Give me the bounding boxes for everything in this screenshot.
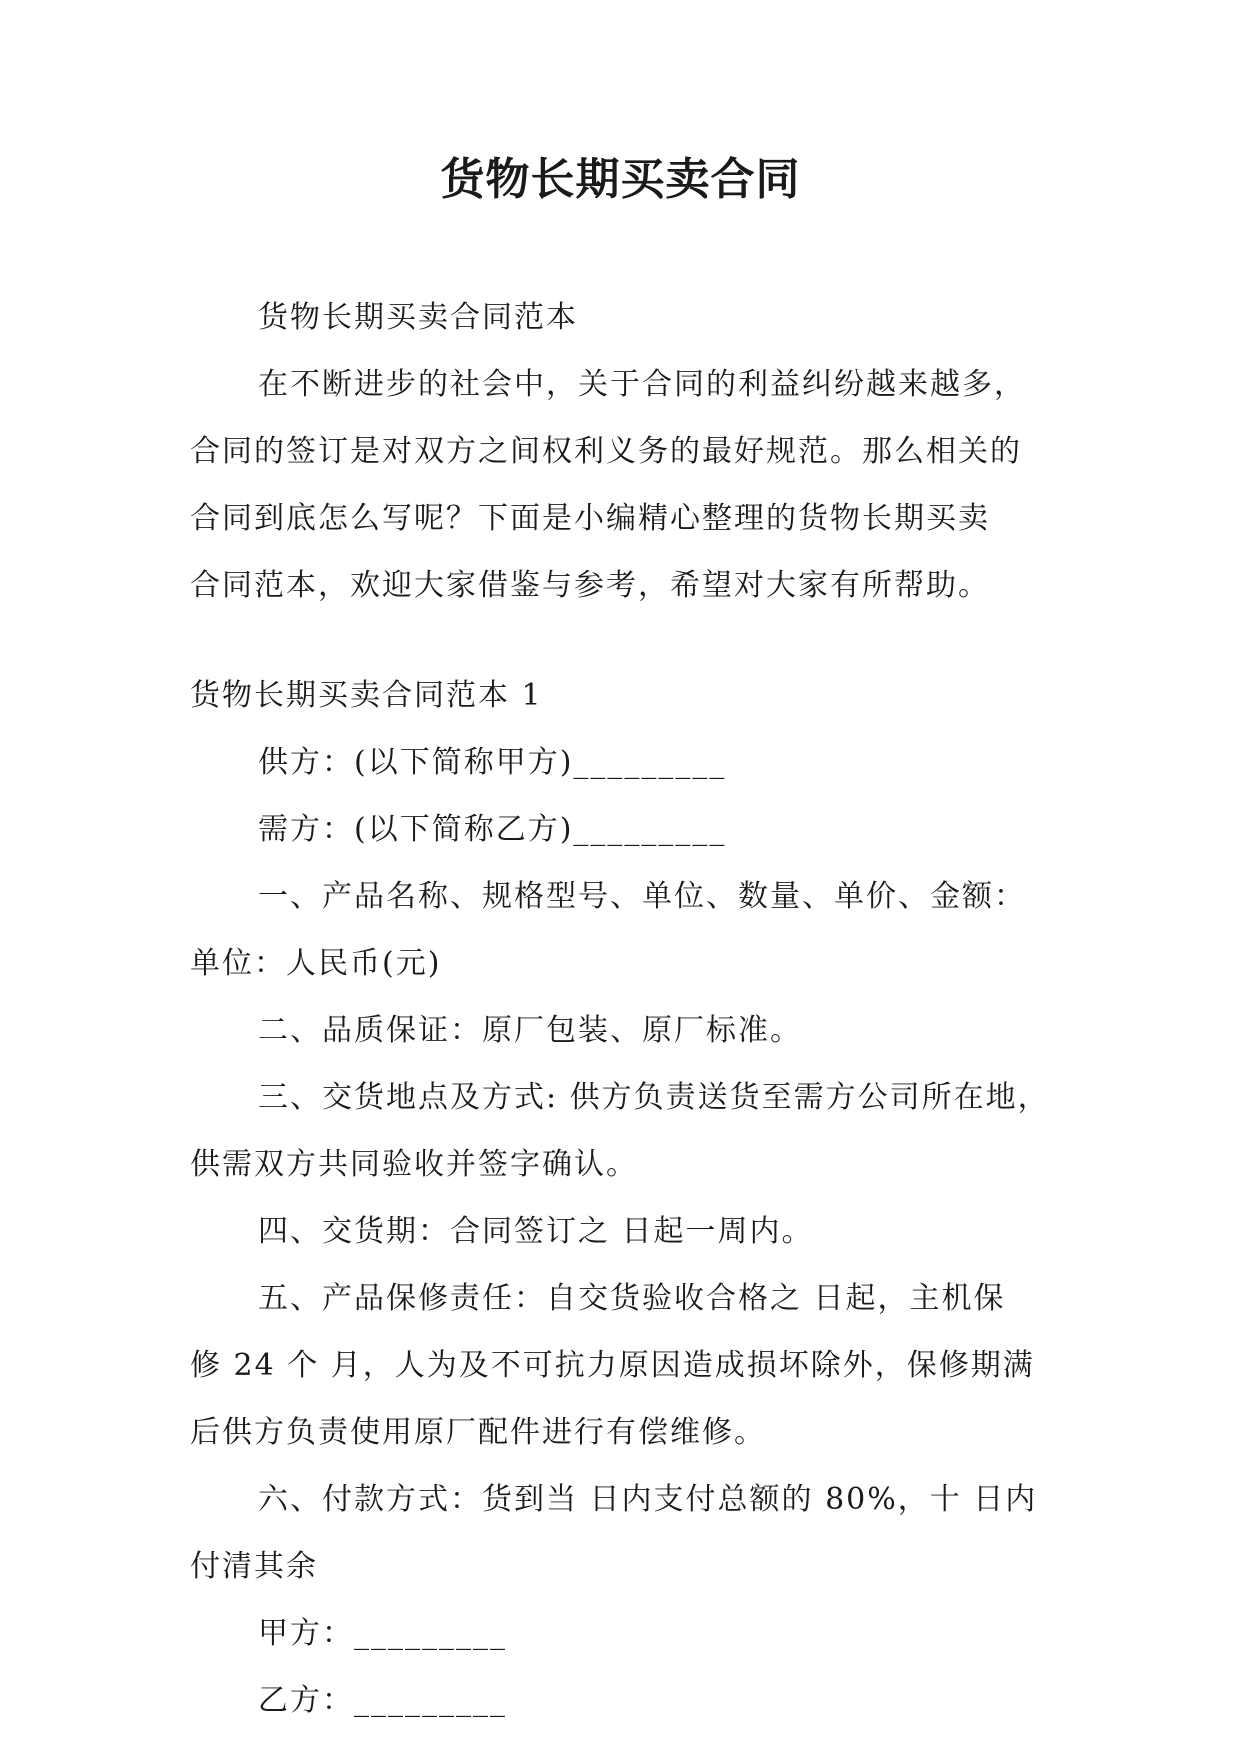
- paragraph-line: 在不断进步的社会中，关于合同的利益纠纷越来越多，: [258, 367, 1026, 402]
- clause-line: 后供方负责使用原厂配件进行有偿维修。: [190, 1415, 766, 1450]
- paragraph-line: 合同的签订是对双方之间权利义务的最好规范。那么相关的: [190, 434, 1022, 469]
- clause-line: 四、交货期：合同签订之 日起一周内。: [258, 1214, 814, 1249]
- paragraph-line: 合同到底怎么写呢？下面是小编精心整理的货物长期买卖: [190, 501, 990, 536]
- section-heading: 货物长期买卖合同范本 1: [190, 678, 543, 713]
- clause-line: 五、产品保修责任：自交货验收合格之 日起，主机保: [258, 1281, 1006, 1316]
- clause-line: 修 24 个 月，人为及不可抗力原因造成损坏除外，保修期满: [190, 1348, 1035, 1383]
- clause-line: 二、品质保证：原厂包装、原厂标准。: [258, 1013, 802, 1048]
- clause-line: 单位：人民币(元): [190, 946, 442, 981]
- paragraph-line: 合同范本，欢迎大家借鉴与参考，希望对大家有所帮助。: [190, 568, 990, 603]
- subtitle-line: 货物长期买卖合同范本: [258, 300, 578, 335]
- clause-line: 供需双方共同验收并签字确认。: [190, 1147, 638, 1182]
- clause-line: 一、产品名称、规格型号、单位、数量、单价、金额：: [258, 879, 1026, 914]
- clause-line: 付清其余: [190, 1549, 318, 1584]
- supplier-line: 供方：(以下简称甲方)_________: [258, 745, 727, 780]
- party-b-signature-line: 乙方：_________: [258, 1683, 507, 1718]
- clause-line: 六、付款方式：货到当 日内支付总额的 80%，十 日内: [258, 1482, 1038, 1517]
- document-title: 货物长期买卖合同: [440, 154, 801, 205]
- clause-line: 三、交货地点及方式: 供方负责送货至需方公司所在地，: [258, 1080, 1050, 1115]
- buyer-line: 需方：(以下简称乙方)_________: [258, 812, 727, 847]
- party-a-signature-line: 甲方：_________: [258, 1616, 507, 1651]
